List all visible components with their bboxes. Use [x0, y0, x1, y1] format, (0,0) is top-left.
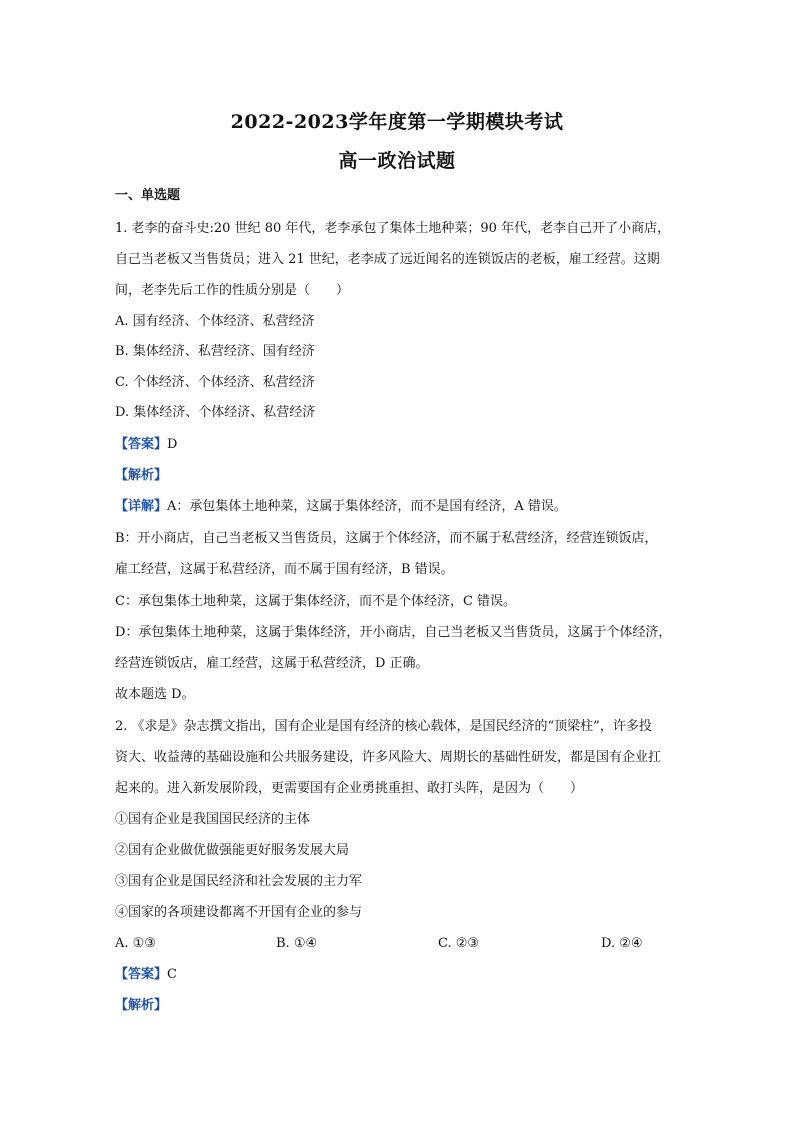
- q2-answer: [115, 965, 715, 985]
- q2-option-a: A. ①③: [115, 936, 156, 951]
- q1-detail-line: 经营连锁饭店，雇工经营，这属于私营经济，D 正确。: [115, 656, 429, 671]
- q1-stem-line: 1. 老李的奋斗史:20 世纪 80 年代，老李承包了集体土地种菜；90 年代，老李自己开了小商店，: [115, 221, 671, 236]
- q2-analysis-tag: [115, 996, 715, 1016]
- q1-stem-line: 自己当老板又当售货员；进入 21 世纪，老李成了远近闻名的连锁饭店的老板，雇工经营。这期: [115, 252, 660, 267]
- exam-subtitle: 高一政治试题: [338, 150, 456, 172]
- q2-stem-line: 2. 《求是》杂志撰文指出，国有企业是国有经济的核心载体，是国民经济的“顶梁柱”，许多投: [115, 719, 652, 734]
- section-title: 一、单选题: [115, 188, 181, 203]
- q1-option-d: D. 集体经济、个体经济、私营经济: [115, 405, 316, 420]
- q2-statement-1: ①国有企业是我国国民经济的主体: [115, 812, 311, 827]
- q1-conclusion: 故本题选 D。: [115, 687, 195, 702]
- q1-stem-line: 间，老李先后工作的性质分别是（ ）: [115, 283, 350, 298]
- answer-tag: 【答案】: [115, 967, 168, 982]
- exam-title: 2022-2023学年度第一学期模块考试: [230, 111, 564, 133]
- q2-option-d: D. ②④: [601, 936, 643, 951]
- q2-option-b: B. ①④: [276, 936, 318, 951]
- q1-detail-line: 雇工经营，这属于私营经济，而不属于国有经济，B 错误。: [115, 562, 454, 577]
- detail-tag: 【详解】: [115, 499, 168, 514]
- q2-statement-2: ②国有企业做优做强能更好服务发展大局: [115, 843, 350, 858]
- q2-statement-3: ③国有企业是国民经济和社会发展的主力军: [115, 874, 363, 889]
- q1-answer: [115, 435, 715, 455]
- q2-stem-line: 资大、收益薄的基础设施和公共服务建设，许多风险大、周期长的基础性研发，都是国有企业扛: [115, 750, 662, 765]
- q1-analysis-tag: [115, 466, 715, 486]
- q1-detail-line: D：承包集体土地种菜，这属于集体经济，开小商店，自己当老板又当售货员，这属于个体经济，: [115, 625, 672, 640]
- q1-detail-line: B：开小商店，自己当老板又当售货员，这属于个体经济，而不属于私营经济，经营连锁饭店，: [115, 531, 658, 546]
- answer-value: C: [167, 967, 177, 982]
- analysis-tag: 【解析】: [115, 468, 168, 483]
- q2-statement-4: ④国家的各项建设都离不开国有企业的参与: [115, 905, 363, 920]
- q1-option-a: A. 国有经济、个体经济、私营经济: [115, 314, 315, 329]
- q2-stem-line: 起来的。进入新发展阶段，更需要国有企业勇挑重担、敢打头阵，是因为（ ）: [115, 781, 584, 796]
- analysis-tag: 【解析】: [115, 998, 168, 1013]
- q2-option-c: C. ②③: [438, 936, 480, 951]
- q1-option-c: C. 个体经济、个体经济、私营经济: [115, 375, 315, 390]
- q1-detail-line: C：承包集体土地种菜，这属于集体经济，而不是个体经济，C 错误。: [115, 594, 517, 609]
- q1-detail-line: [115, 497, 715, 517]
- answer-tag: 【答案】: [115, 437, 168, 452]
- detail-text: A：承包集体土地种菜，这属于集体经济，而不是国有经济，A 错误。: [167, 499, 567, 514]
- answer-value: D: [167, 437, 178, 452]
- q1-option-b: B. 集体经济、私营经济、国有经济: [115, 344, 315, 359]
